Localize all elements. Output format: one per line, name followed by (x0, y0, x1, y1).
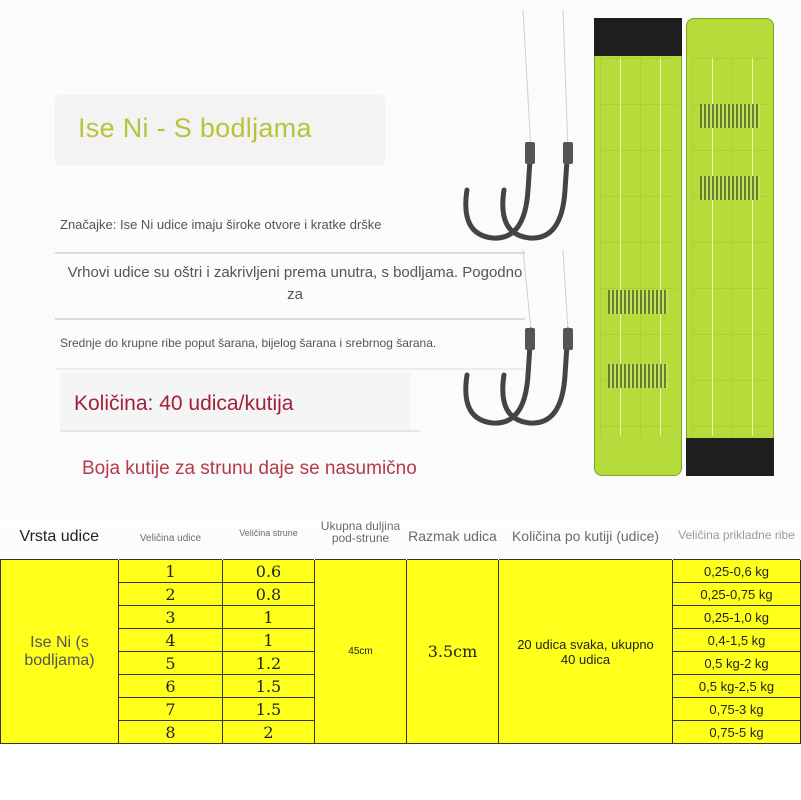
header-quantity: Količina po kutiji (udice) (499, 528, 673, 560)
feature-line-3: Srednje do krupne ribe poput šarana, bijelog šarana i srebrnog šarana. (60, 336, 437, 350)
feature-line-1: Značajke: Ise Ni udice imaju široke otvore i kratke drške (60, 217, 382, 232)
line-size-cell: 1.5 (223, 675, 315, 698)
line-size-cell: 0.8 (223, 583, 315, 606)
fish-size-cell: 0,25-0,75 kg (673, 583, 801, 606)
total-length-cell: 45cm (315, 560, 407, 744)
table-body (1, 560, 801, 744)
product-title: Ise Ni - S bodljama (78, 113, 312, 143)
fish-size-cell: 0,4-1,5 kg (673, 629, 801, 652)
spacing-cell: 3.5cm (407, 560, 499, 744)
hook-size-cell: 7 (119, 698, 223, 721)
header-hook-size: Veličina udice (119, 528, 223, 560)
hook-size-cell: 4 (119, 629, 223, 652)
header-line-size: Veličina strune (223, 528, 315, 560)
fish-size-cell: 0,75-3 kg (673, 698, 801, 721)
fish-size-cell: 0,25-1,0 kg (673, 606, 801, 629)
table-header-row (1, 528, 801, 560)
fish-size-cell: 0,5 kg-2 kg (673, 652, 801, 675)
header-fish-size: Veličina prikladne ribe (673, 528, 801, 560)
line-size-cell: 2 (223, 721, 315, 744)
line-size-cell: 1 (223, 606, 315, 629)
header-spacing: Razmak udica (407, 528, 499, 560)
line-size-cell: 0.6 (223, 560, 315, 583)
quantity-text: Količina: 40 udica/kutija (74, 392, 294, 415)
hook-size-cell: 8 (119, 721, 223, 744)
hook-size-cell: 1 (119, 560, 223, 583)
header-hook-type: Vrsta udice (1, 528, 119, 560)
hook-size-cell: 6 (119, 675, 223, 698)
line-size-cell: 1.5 (223, 698, 315, 721)
divider-4 (60, 430, 420, 432)
header-total-length: Ukupna duljina pod-strune (315, 528, 407, 560)
fish-size-cell: 0,75-5 kg (673, 721, 801, 744)
hook-type-cell: Ise Ni (s bodljama) (1, 560, 119, 744)
fish-size-cell: 0,25-0,6 kg (673, 560, 801, 583)
fish-size-cell: 0,5 kg-2,5 kg (673, 675, 801, 698)
quantity-cell: 20 udica svaka, ukupno 40 udica (499, 560, 673, 744)
line-box-right (686, 18, 774, 476)
hook-size-cell: 3 (119, 606, 223, 629)
box-color-note: Boja kutije za strunu daje se nasumično (82, 458, 417, 479)
table-row (1, 560, 801, 583)
specification-table (0, 519, 801, 744)
line-box-left (594, 18, 682, 476)
line-size-cell: 1 (223, 629, 315, 652)
fishing-hooks-image (455, 10, 585, 450)
hook-size-cell: 5 (119, 652, 223, 675)
hook-size-cell: 2 (119, 583, 223, 606)
feature-line-2: Vrhovi udice su oštri i zakrivljeni prema unutra, s bodljama. Pogodno za (67, 264, 523, 303)
line-size-cell: 1.2 (223, 652, 315, 675)
